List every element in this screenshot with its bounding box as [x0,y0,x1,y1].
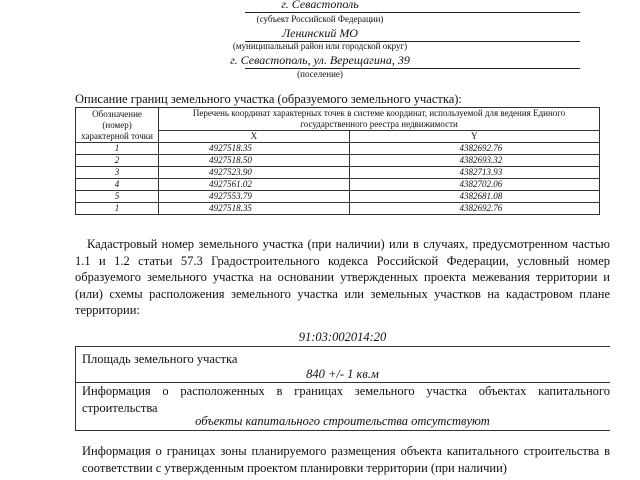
table-row [76,203,600,215]
point-number: 2 [76,155,159,167]
municipality-caption: (муниципальный район или городской округ) [232,41,408,51]
objects-value: объекты капитального строительства отсутствуют [195,414,490,428]
objects-underline [75,430,610,431]
col-x-header: X [159,131,349,143]
point-number: 1 [76,203,159,215]
coord-x: 4927518.35 [159,203,349,215]
table-row [76,191,600,203]
coord-y: 4382702.06 [349,179,599,191]
table-row [76,155,600,167]
boundaries-title: Описание границ земельного участка (образуемого земельного участка): [75,92,462,106]
col-list-header: Перечень координат характерных точек в системе координат, используемой для ведения Единого государственного реестра недвижимости [159,108,600,131]
subject-caption: (субъект Российской Федерации) [256,14,384,24]
table-row [76,179,600,191]
point-number: 3 [76,167,159,179]
zone-text: Информация о границах зоны планируемого размещения объекта капитального строительства в соответствии с утвержденным проектом планировки территории (при наличии) [82,444,610,475]
municipality: Ленинский МО [282,26,358,40]
city-underline [245,12,580,13]
cadastral-number: 91:03:002014:20 [298,330,387,344]
city: г. Севастополь [281,0,359,11]
table-row [76,143,600,155]
address: г. Севастополь, ул. Верещагина, 39 [230,53,410,67]
cadastral-text: Кадастровый номер земельного участка (при наличии) или в случаях, предусмотренном частью 1.1 и 1.2 статьи 57.3 Градостроительного кодекса Российской Федерации, условный номер образуемого земельного участка на основании утвержденных проекта межевания территории и (или) схемы расположения земельного участка или земельных участков на кадастровом плане территории: [75,237,610,317]
coord-y: 4382681.08 [349,191,599,203]
settlement-caption: (поселение) [297,69,343,79]
area-box-left [75,346,76,382]
objects-label: Информация о расположенных в границах земельного участка объектах капитального строительства [82,384,610,415]
col-y-header: Y [349,131,599,143]
coord-y: 4382692.76 [349,203,599,215]
coord-x: 4927553.79 [159,191,349,203]
coord-y: 4382692.76 [349,143,599,155]
objects-box-left [75,382,76,430]
coord-x: 4927561.02 [159,179,349,191]
point-number: 5 [76,191,159,203]
cadastral-underline [75,346,610,347]
point-number: 1 [76,143,159,155]
point-number: 4 [76,179,159,191]
coord-y: 4382713.93 [349,167,599,179]
coord-y: 4382693.32 [349,155,599,167]
coord-x: 4927518.50 [159,155,349,167]
col-point-header: Обозначение (номер) характерной точки [76,108,159,143]
area-label: Площадь земельного участка [82,352,238,366]
coord-x: 4927523.90 [159,167,349,179]
table-row [76,167,600,179]
coord-x: 4927518.35 [159,143,349,155]
area-value: 840 +/- 1 кв.м [306,367,379,381]
coordinates-table [75,107,600,215]
